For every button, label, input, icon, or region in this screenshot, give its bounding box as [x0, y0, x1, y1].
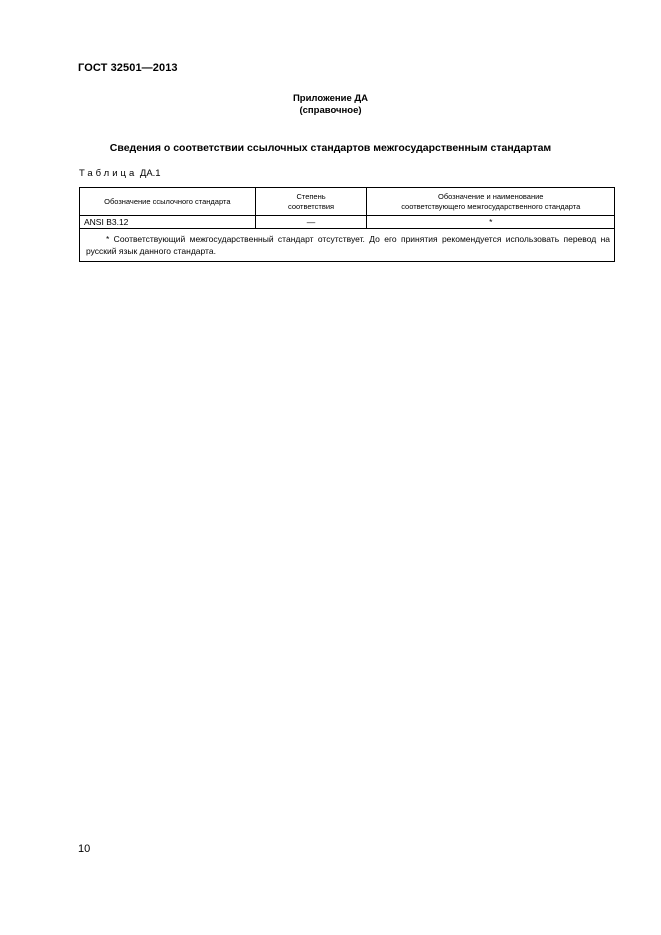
table-caption-number: ДА.1 — [139, 168, 161, 179]
table-header-row — [80, 188, 615, 216]
document-code: ГОСТ 32501—2013 — [78, 62, 178, 74]
table-footnote-row — [80, 229, 615, 262]
header-reference-standard — [80, 188, 256, 216]
page-number: 10 — [78, 843, 91, 855]
header-degree-line2: соответствия — [288, 201, 335, 211]
cell-interstate: * — [367, 216, 615, 229]
section-title: Сведения о соответствии ссылочных стандартов межгосударственным стандартам — [109, 142, 552, 154]
table-row — [80, 216, 615, 229]
header-reference-standard-label: Обозначение ссылочного стандарта — [104, 196, 231, 206]
appendix-title: Приложение ДА — [292, 93, 369, 104]
header-interstate-standard — [367, 188, 615, 216]
header-degree-line1: Степень — [296, 191, 326, 201]
correspondence-table — [79, 187, 615, 262]
header-interstate-line2: соответствующего межгосударственного стандарта — [401, 201, 581, 211]
table-footnote: * Соответствующий межгосударственный стандарт отсутствует. До его принятия рекомендуется использовать перевод на русский язык данного стандарта. — [80, 229, 615, 262]
cell-degree: — — [255, 216, 367, 229]
cell-reference: ANSI B3.12 — [80, 216, 256, 229]
table-caption — [79, 168, 161, 179]
header-interstate-line1: Обозначение и наименование — [438, 191, 544, 201]
appendix-note: (справочное) — [299, 105, 362, 116]
table-caption-word: Таблица — [79, 168, 138, 179]
header-degree — [255, 188, 367, 216]
